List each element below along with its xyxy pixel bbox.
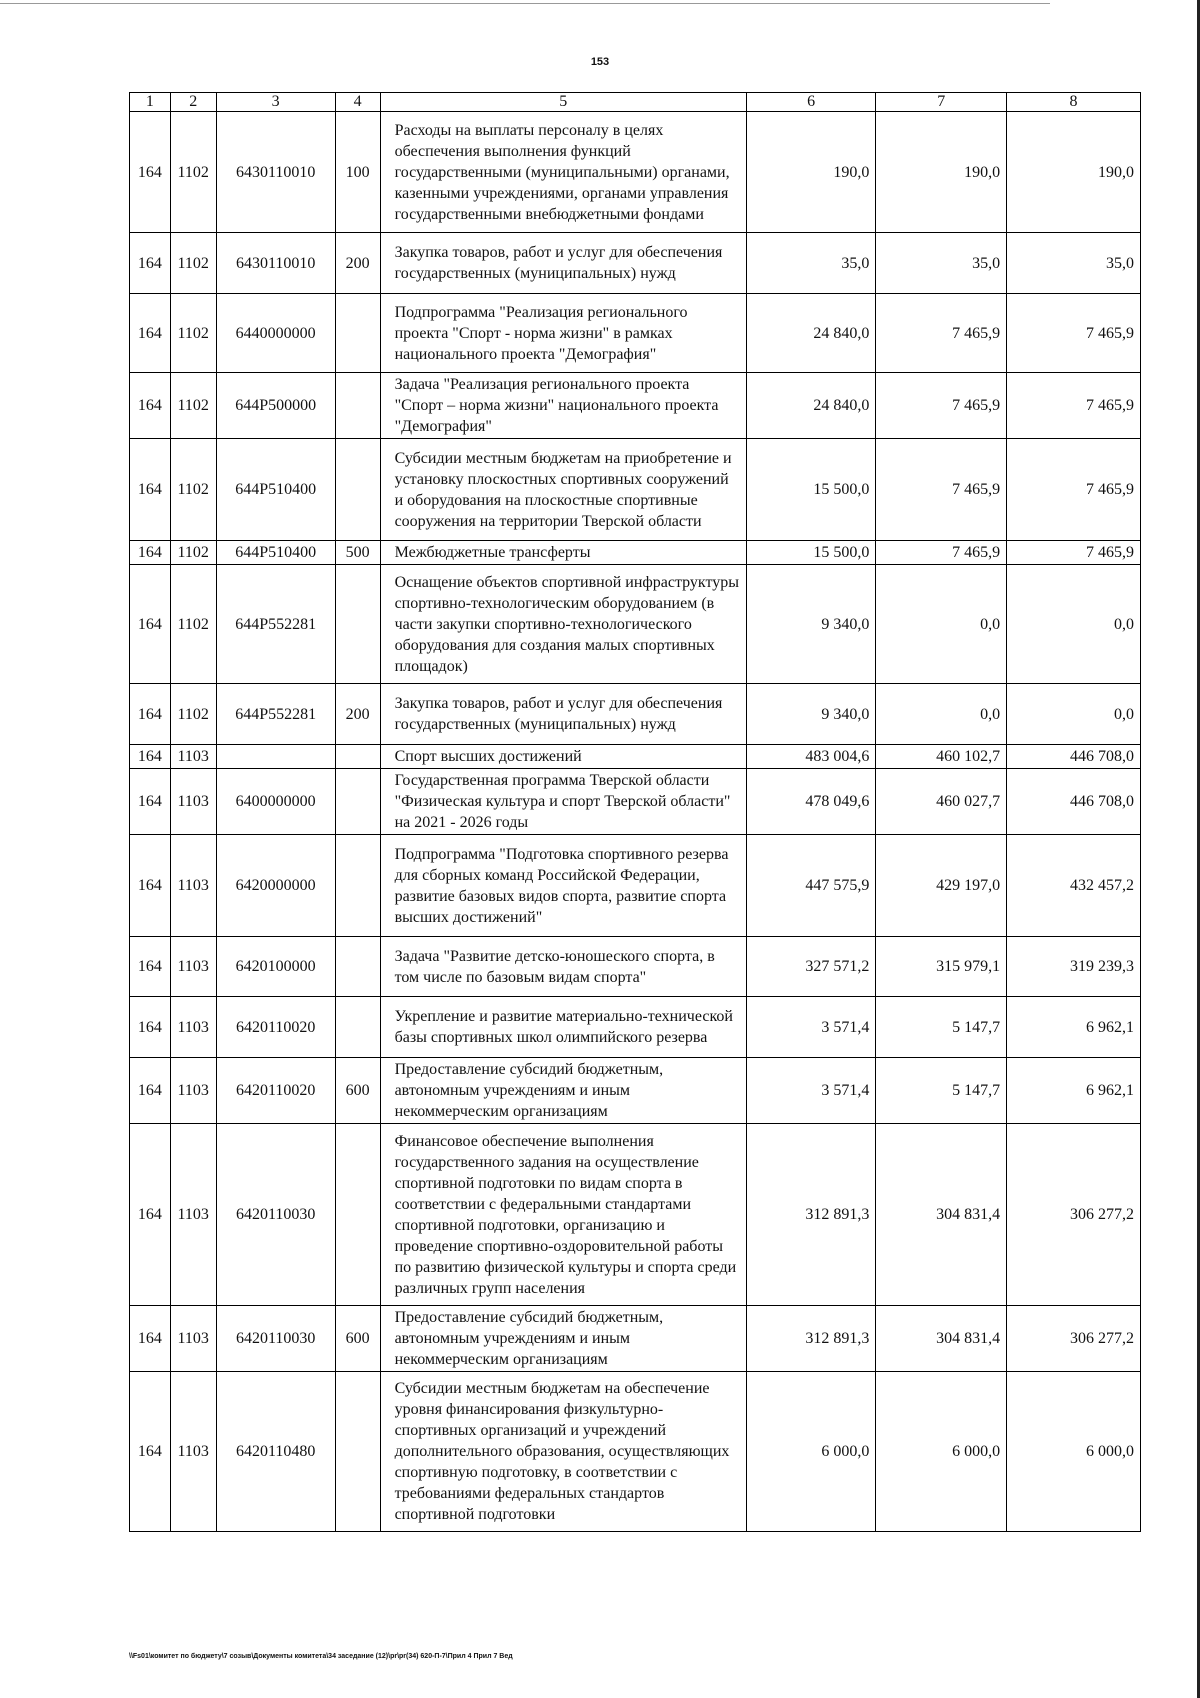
cell-code: 164	[130, 233, 171, 294]
cell-description: Подпрограмма "Подготовка спортивного резерва для сборных команд Российской Федерации, развитие базовых видов спорта, развитие спорта высших достижений"	[380, 835, 746, 937]
table-row	[130, 1306, 1141, 1372]
cell-expense-type: 200	[335, 684, 380, 745]
cell-description: Предоставление субсидий бюджетным, автономным учреждениям и иным некоммерческим организациям	[380, 1058, 746, 1124]
cell-amount-year-2: 0,0	[876, 565, 1007, 684]
table-row	[130, 835, 1141, 937]
cell-amount-year-2: 460 102,7	[876, 745, 1007, 769]
cell-code: 164	[130, 937, 171, 997]
table-row	[130, 997, 1141, 1058]
cell-section: 1103	[170, 1372, 216, 1532]
cell-expense-type	[335, 565, 380, 684]
cell-amount-year-1: 24 840,0	[746, 373, 876, 439]
cell-amount-year-3: 7 465,9	[1007, 373, 1141, 439]
cell-amount-year-2: 7 465,9	[876, 439, 1007, 541]
cell-amount-year-3: 7 465,9	[1007, 439, 1141, 541]
cell-target-article: 6420110480	[216, 1372, 335, 1532]
cell-amount-year-3: 6 962,1	[1007, 997, 1141, 1058]
cell-amount-year-1: 190,0	[746, 112, 876, 233]
cell-section: 1102	[170, 439, 216, 541]
cell-expense-type: 500	[335, 541, 380, 565]
cell-amount-year-2: 0,0	[876, 684, 1007, 745]
cell-section: 1102	[170, 294, 216, 373]
cell-target-article: 644P552281	[216, 684, 335, 745]
column-header: 8	[1007, 93, 1141, 112]
cell-code: 164	[130, 373, 171, 439]
cell-amount-year-3: 7 465,9	[1007, 541, 1141, 565]
cell-target-article: 6400000000	[216, 769, 335, 835]
cell-description: Укрепление и развитие материально-технической базы спортивных школ олимпийского резерва	[380, 997, 746, 1058]
cell-amount-year-1: 35,0	[746, 233, 876, 294]
cell-amount-year-2: 460 027,7	[876, 769, 1007, 835]
cell-amount-year-1: 9 340,0	[746, 565, 876, 684]
cell-description: Оснащение объектов спортивной инфраструктуры спортивно-технологическим оборудованием (в части закупки спортивно-технологического оборудования для создания малых спортивных площадок)	[380, 565, 746, 684]
cell-target-article: 6420100000	[216, 937, 335, 997]
column-header: 3	[216, 93, 335, 112]
column-header: 4	[335, 93, 380, 112]
table-row	[130, 1058, 1141, 1124]
cell-code: 164	[130, 541, 171, 565]
cell-section: 1102	[170, 565, 216, 684]
cell-amount-year-2: 304 831,4	[876, 1306, 1007, 1372]
cell-code: 164	[130, 1124, 171, 1306]
cell-amount-year-1: 24 840,0	[746, 294, 876, 373]
cell-expense-type	[335, 937, 380, 997]
cell-expense-type	[335, 439, 380, 541]
cell-amount-year-3: 446 708,0	[1007, 769, 1141, 835]
cell-section: 1103	[170, 745, 216, 769]
cell-description: Предоставление субсидий бюджетным, автономным учреждениям и иным некоммерческим организациям	[380, 1306, 746, 1372]
cell-code: 164	[130, 835, 171, 937]
cell-target-article: 644P510400	[216, 541, 335, 565]
page-number: 153	[590, 56, 610, 68]
cell-section: 1103	[170, 1058, 216, 1124]
cell-code: 164	[130, 1372, 171, 1532]
cell-expense-type	[335, 745, 380, 769]
cell-amount-year-2: 304 831,4	[876, 1124, 1007, 1306]
cell-target-article: 6430110010	[216, 233, 335, 294]
cell-amount-year-3: 6 962,1	[1007, 1058, 1141, 1124]
cell-amount-year-1: 327 571,2	[746, 937, 876, 997]
cell-code: 164	[130, 1306, 171, 1372]
cell-description: Финансовое обеспечение выполнения государственного задания на осуществление спортивной подготовки по видам спорта в соответствии с федеральными стандартами спортивной подготовки, организацию и проведение спортивно-оздоровительной работы по развитию физической культуры и спорта среди различных групп населения	[380, 1124, 746, 1306]
table-row	[130, 769, 1141, 835]
table-row	[130, 112, 1141, 233]
cell-description: Расходы на выплаты персоналу в целях обеспечения выполнения функций государственными (муниципальными) органами, казенными учреждениями, органами управления государственными внебюджетными фондами	[380, 112, 746, 233]
cell-amount-year-3: 0,0	[1007, 565, 1141, 684]
cell-amount-year-1: 483 004,6	[746, 745, 876, 769]
cell-amount-year-2: 6 000,0	[876, 1372, 1007, 1532]
cell-section: 1103	[170, 769, 216, 835]
cell-amount-year-1: 15 500,0	[746, 439, 876, 541]
table-row	[130, 233, 1141, 294]
cell-expense-type	[335, 373, 380, 439]
table-row	[130, 565, 1141, 684]
cell-amount-year-3: 0,0	[1007, 684, 1141, 745]
cell-section: 1103	[170, 937, 216, 997]
cell-section: 1103	[170, 835, 216, 937]
cell-target-article: 6420110020	[216, 997, 335, 1058]
cell-target-article: 644P510400	[216, 439, 335, 541]
column-header: 7	[876, 93, 1007, 112]
table-row	[130, 439, 1141, 541]
cell-amount-year-1: 15 500,0	[746, 541, 876, 565]
cell-amount-year-1: 312 891,3	[746, 1306, 876, 1372]
cell-code: 164	[130, 112, 171, 233]
table-row	[130, 373, 1141, 439]
cell-expense-type	[335, 769, 380, 835]
cell-target-article: 6420110030	[216, 1124, 335, 1306]
cell-amount-year-2: 190,0	[876, 112, 1007, 233]
cell-amount-year-3: 446 708,0	[1007, 745, 1141, 769]
cell-amount-year-1: 478 049,6	[746, 769, 876, 835]
cell-section: 1102	[170, 112, 216, 233]
cell-target-article	[216, 745, 335, 769]
table-row	[130, 745, 1141, 769]
column-header: 1	[130, 93, 171, 112]
cell-code: 164	[130, 294, 171, 373]
cell-section: 1102	[170, 233, 216, 294]
cell-code: 164	[130, 745, 171, 769]
cell-description: Субсидии местным бюджетам на обеспечение уровня финансирования физкультурно-спортивных организаций и учреждений дополнительного образования, осуществляющих спортивную подготовку, в соответствии с требованиями федеральных стандартов спортивной подготовки	[380, 1372, 746, 1532]
cell-expense-type: 200	[335, 233, 380, 294]
cell-amount-year-3: 432 457,2	[1007, 835, 1141, 937]
cell-target-article: 6420110020	[216, 1058, 335, 1124]
cell-amount-year-2: 7 465,9	[876, 373, 1007, 439]
table-row	[130, 937, 1141, 997]
cell-code: 164	[130, 565, 171, 684]
cell-section: 1103	[170, 997, 216, 1058]
cell-amount-year-2: 315 979,1	[876, 937, 1007, 997]
table-row	[130, 684, 1141, 745]
cell-amount-year-1: 3 571,4	[746, 1058, 876, 1124]
cell-amount-year-1: 312 891,3	[746, 1124, 876, 1306]
cell-expense-type	[335, 1124, 380, 1306]
cell-section: 1103	[170, 1306, 216, 1372]
column-header: 5	[380, 93, 746, 112]
cell-description: Межбюджетные трансферты	[380, 541, 746, 565]
cell-amount-year-2: 5 147,7	[876, 1058, 1007, 1124]
cell-section: 1102	[170, 684, 216, 745]
cell-section: 1102	[170, 541, 216, 565]
cell-amount-year-1: 447 575,9	[746, 835, 876, 937]
cell-target-article: 644P500000	[216, 373, 335, 439]
cell-section: 1103	[170, 1124, 216, 1306]
table-row	[130, 1124, 1141, 1306]
table-header-row	[130, 93, 1141, 112]
cell-amount-year-1: 3 571,4	[746, 997, 876, 1058]
table-row	[130, 1372, 1141, 1532]
cell-code: 164	[130, 684, 171, 745]
cell-target-article: 6440000000	[216, 294, 335, 373]
cell-description: Задача "Развитие детско-юношеского спорта, в том числе по базовым видам спорта"	[380, 937, 746, 997]
cell-expense-type: 100	[335, 112, 380, 233]
table-row	[130, 541, 1141, 565]
cell-description: Субсидии местным бюджетам на приобретение и установку плоскостных спортивных сооружений и оборудования на плоскостные спортивные сооружения на территории Тверской области	[380, 439, 746, 541]
cell-description: Задача "Реализация регионального проекта "Спорт – норма жизни" национального проекта "Демография"	[380, 373, 746, 439]
cell-code: 164	[130, 769, 171, 835]
cell-amount-year-3: 6 000,0	[1007, 1372, 1141, 1532]
cell-amount-year-3: 319 239,3	[1007, 937, 1141, 997]
column-header: 6	[746, 93, 876, 112]
cell-amount-year-2: 429 197,0	[876, 835, 1007, 937]
cell-expense-type: 600	[335, 1306, 380, 1372]
scan-border-line	[0, 3, 1050, 4]
cell-description: Государственная программа Тверской области "Физическая культура и спорт Тверской области" на 2021 - 2026 годы	[380, 769, 746, 835]
cell-target-article: 6420000000	[216, 835, 335, 937]
cell-description: Подпрограмма "Реализация регионального проекта "Спорт - норма жизни" в рамках национального проекта "Демография"	[380, 294, 746, 373]
cell-amount-year-3: 7 465,9	[1007, 294, 1141, 373]
cell-section: 1102	[170, 373, 216, 439]
cell-amount-year-3: 306 277,2	[1007, 1306, 1141, 1372]
cell-description: Закупка товаров, работ и услуг для обеспечения государственных (муниципальных) нужд	[380, 684, 746, 745]
budget-table	[129, 92, 1141, 1532]
cell-code: 164	[130, 997, 171, 1058]
cell-description: Закупка товаров, работ и услуг для обеспечения государственных (муниципальных) нужд	[380, 233, 746, 294]
cell-amount-year-3: 190,0	[1007, 112, 1141, 233]
cell-expense-type	[335, 997, 380, 1058]
cell-description: Спорт высших достижений	[380, 745, 746, 769]
cell-expense-type	[335, 835, 380, 937]
cell-expense-type	[335, 294, 380, 373]
cell-expense-type: 600	[335, 1058, 380, 1124]
cell-code: 164	[130, 1058, 171, 1124]
cell-target-article: 6420110030	[216, 1306, 335, 1372]
cell-expense-type	[335, 1372, 380, 1532]
table-row	[130, 294, 1141, 373]
cell-amount-year-3: 35,0	[1007, 233, 1141, 294]
cell-amount-year-3: 306 277,2	[1007, 1124, 1141, 1306]
file-path-footer: \\Fs01\комитет по бюджету\7 созыв\Документы комитета\34 заседание (12)\pr\pr(34) 620-П-7\Прил 4 Прил 7 Вед	[129, 1653, 513, 1660]
cell-target-article: 644P552281	[216, 565, 335, 684]
cell-amount-year-2: 7 465,9	[876, 541, 1007, 565]
cell-amount-year-1: 9 340,0	[746, 684, 876, 745]
cell-amount-year-2: 35,0	[876, 233, 1007, 294]
cell-target-article: 6430110010	[216, 112, 335, 233]
cell-amount-year-2: 7 465,9	[876, 294, 1007, 373]
cell-amount-year-1: 6 000,0	[746, 1372, 876, 1532]
column-header: 2	[170, 93, 216, 112]
cell-amount-year-2: 5 147,7	[876, 997, 1007, 1058]
cell-code: 164	[130, 439, 171, 541]
